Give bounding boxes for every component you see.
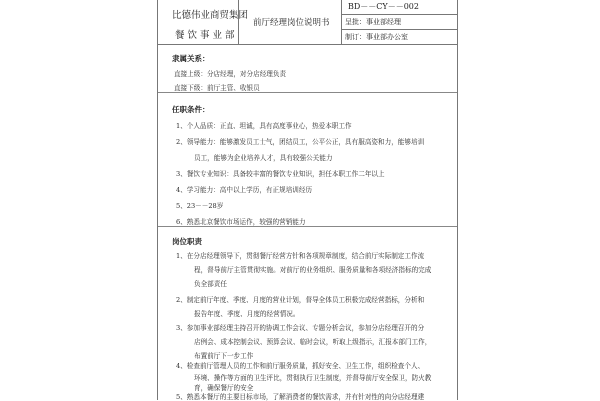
document-title: 前厅经理岗位说明书: [253, 18, 330, 28]
header-meta-cell: [342, 0, 457, 44]
duty-line: 5、熟悉本餐厅的主要目标市场，了解消费者的餐饮需求，并有针对性的向分店经理建: [176, 393, 425, 401]
document-code-row: [342, 0, 457, 15]
duty-line: 店例会、成本控制会议、预算会议、临时会议，听取上级指示，汇报本部门工作，: [194, 338, 432, 346]
duty-line: 环境、操作等方面的卫生评比，贯彻执行卫生制度，并督导前厅安全保卫，防火教: [194, 374, 432, 382]
header-company-cell: [158, 0, 249, 44]
requirement-line: 6、熟悉北京餐饮市场运作，较强的营销能力: [176, 218, 306, 226]
duty-line: 3、参加事业部经理主持召开的协调工作会议、专题分析会议，参加分店经理召开的分: [176, 324, 425, 332]
duty-line: 报告年度、季度、月度的经营情况。: [194, 310, 300, 318]
duty-line: 2、制定前厅年度、季度、月度的营业计划，督导全体员工积极完成经营指标，分析和: [176, 296, 425, 304]
drafting-row: [342, 30, 457, 44]
requirement-line: 2、领导能力：能够激发员工士气，团结员工，公平公正，具有服高姿和力，能够培训: [176, 138, 425, 146]
section-divider: [158, 92, 457, 93]
approval-row: [342, 15, 457, 30]
drafting-text: 制订：事业部办公室: [345, 33, 408, 41]
document-code: BD－－CY－－002: [348, 2, 419, 11]
duty-line: 负全部责任: [194, 280, 227, 288]
duty-line: 4、检查前厅管理人员的工作和前厅服务质量，抓好安全、卫生工作，组织检查个人、: [176, 362, 425, 370]
requirement-line: 员工，能够为企业培养人才，具有较强公关能力: [194, 154, 333, 162]
requirement-line: 4、学习能力：高中以上学历，有正规培训经历: [176, 186, 313, 194]
approval-text: 呈批：事业部经理: [345, 18, 401, 26]
requirement-line: 3、餐饮专业知识：具备较丰富的餐饮专业知识，担任本职工作二年以上: [176, 170, 385, 178]
subordinate-line: 直接下级：前厅主管、收银员: [174, 84, 260, 92]
duty-line: 育，确保餐厅的安全: [194, 384, 254, 392]
duties-heading: 岗位职责: [172, 237, 202, 246]
requirement-line: 1、个人品质：正直、坦诚，具有高度事业心，热爱本职工作: [176, 122, 352, 130]
company-name: 比德伟业商贸集团: [172, 10, 249, 21]
duty-line: 1、在分店经理领导下，贯彻餐厅经营方针和各项规章制度，结合前厅实际制定工作流: [176, 252, 425, 260]
affiliation-heading: 隶属关系：: [172, 54, 210, 63]
department-name: 餐饮事业部: [175, 30, 238, 41]
duty-line: 程，督导前厅主管贯彻实施。对前厅的业务组织、服务质量和各项经济指标的完成: [194, 266, 432, 274]
superior-line: 直接上级：分店经理，对分店经理负责: [174, 70, 287, 78]
header-title-cell: [239, 0, 342, 44]
duty-line: 布置前厅下一步工作: [194, 352, 254, 360]
document-header-table: [158, 0, 457, 45]
requirement-line: 5、23－－28岁: [176, 202, 224, 210]
requirements-heading: 任职条件：: [172, 105, 210, 114]
section-divider: [158, 226, 457, 227]
document-page: [157, 0, 458, 400]
